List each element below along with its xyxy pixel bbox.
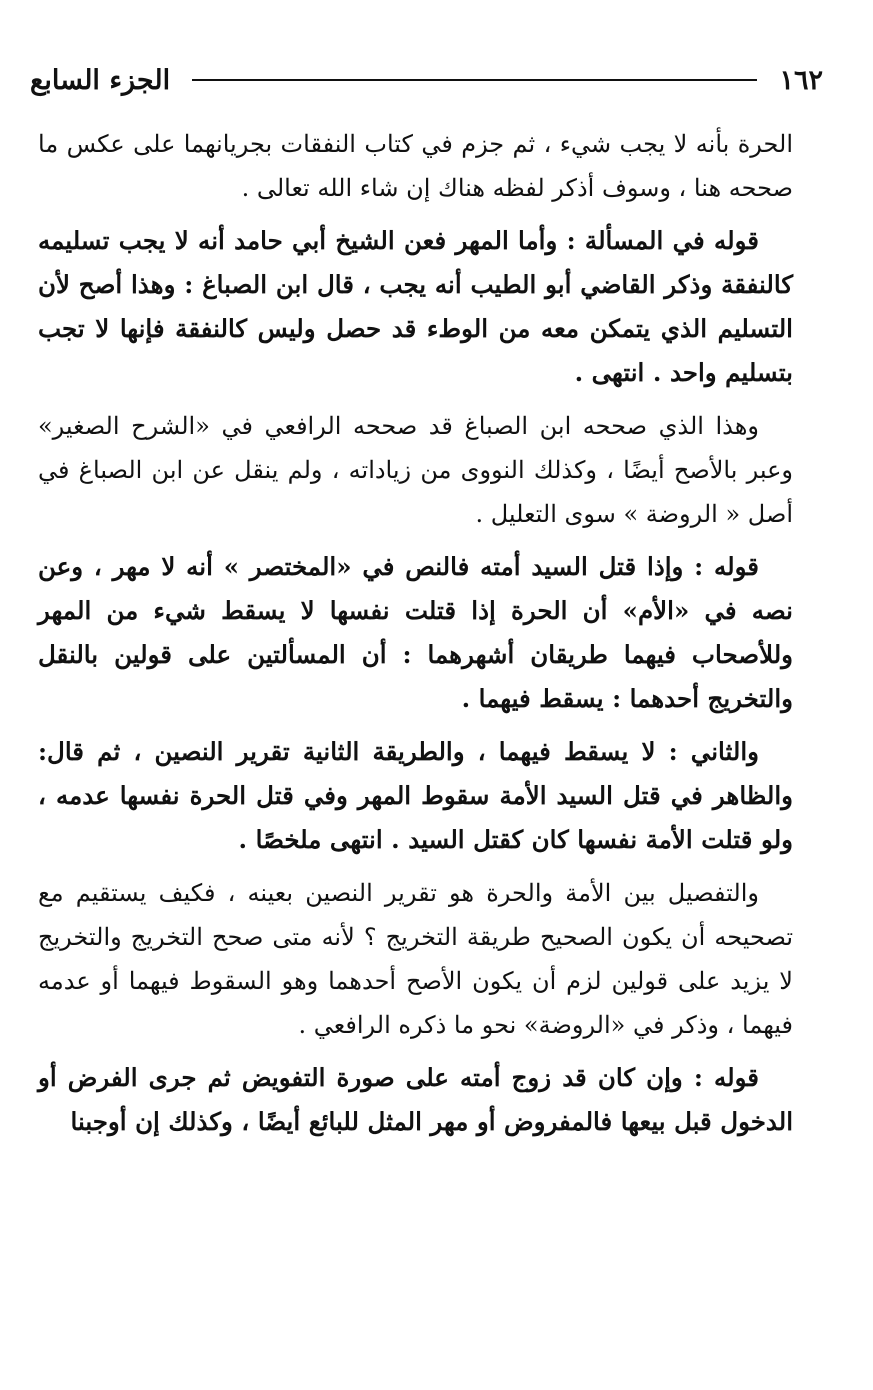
header-rule <box>192 79 757 81</box>
paragraph-gap <box>38 862 793 871</box>
paragraph-gap <box>38 1047 793 1056</box>
paragraph-gap <box>38 536 793 545</box>
paragraph: والثاني : لا يسقط فيهما ، والطريقة الثانية تقرير النصين ، ثم قال: والظاهر في قتل السيد الأمة سقوط المهر وفي قتل الحرة نفسها عدمه ، ولو قتلت الأمة نفسها كان كقتل السيد . انتهى ملخصًا . <box>38 737 793 854</box>
paragraph: قوله في المسألة : وأما المهر فعن الشيخ أبي حامد أنه لا يجب تسليمه كالنفقة وذكر القاضي أبو الطيب أنه يجب ، قال ابن الصباغ : وهذا أصح لأن التسليم الذي يتمكن معه من الوطء قد حصل وليس كالنفقة فإنها لا تجب بتسليم واحد . انتهى . <box>38 226 793 387</box>
paragraph: وهذا الذي صححه ابن الصباغ قد صححه الرافعي في «الشرح الصغير» وعبر بالأصح أيضًا ، وكذلك النووى من زياداته ، ولم ينقل عن ابن الصباغ في أصل « الروضة » سوى التعليل . <box>38 412 793 528</box>
paragraph-gap <box>38 395 793 404</box>
running-title: الجزء السابع <box>30 64 171 96</box>
paragraph: الحرة بأنه لا يجب شيء ، ثم جزم في كتاب النفقات بجريانهما على عكس ما صححه هنا ، وسوف أذكر لفظه هناك إن شاء الله تعالى . <box>38 130 793 202</box>
paragraph-gap <box>38 210 793 219</box>
paragraph: قوله : وإذا قتل السيد أمته فالنص في «المختصر » أنه لا مهر ، وعن نصه في «الأم» أن الحرة إذا قتلت نفسها لا يسقط شيء من المهر وللأصحاب فيهما طريقان أشهرهما : أن المسألتين على قولين بالنقل والتخريج أحدهما : يسقط فيهما . <box>38 552 793 713</box>
body-text <box>38 122 793 1144</box>
page-number: ١٦٢ <box>779 64 823 96</box>
paragraph: قوله : وإن كان قد زوج أمته على صورة التفويض ثم جرى الفرض أو الدخول قبل بيعها فالمفروض أو مهر المثل للبائع أيضًا ، وكذلك إن أوجبنا <box>38 1063 793 1136</box>
paragraph-gap <box>38 721 793 730</box>
paragraph: والتفصيل بين الأمة والحرة هو تقرير النصين بعينه ، فكيف يستقيم مع تصحيحه أن يكون الصحيح طريقة التخريج ؟ لأنه متى صحح التخريج والتخريج لا يزيد على قولين لزم أن يكون الأصح أحدهما وهو السقوط فيهما أو عدمه فيهما ، وذكر في «الروضة» نحو ما ذكره الرافعي . <box>38 879 793 1039</box>
page-header <box>30 58 823 102</box>
